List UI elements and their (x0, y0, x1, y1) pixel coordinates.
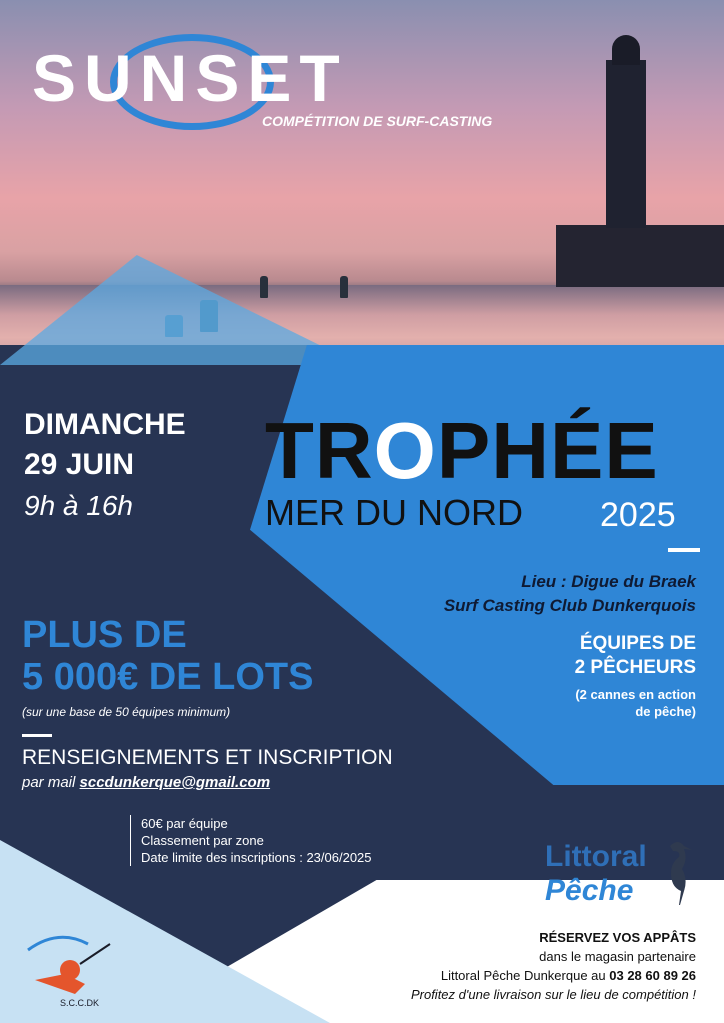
reserve-block (411, 928, 696, 1004)
partner-phone: 03 28 60 89 26 (609, 968, 696, 983)
date-hours: 9h à 16h (24, 490, 133, 521)
lots-line1: PLUS DE (22, 614, 187, 656)
lieu-line2: Surf Casting Club Dunkerquois (443, 596, 696, 615)
mer-du-nord: MER DU NORD (265, 492, 523, 533)
lots-line2: 5 000€ DE LOTS (22, 656, 314, 698)
trophee-o: O (373, 406, 437, 495)
lighthouse-lantern (612, 35, 640, 65)
year: 2025 (600, 496, 676, 534)
club-logo-text: S.C.C.DK (60, 998, 100, 1008)
info-line1: 60€ par équipe (141, 816, 228, 831)
lots-sub: (sur une base de 50 équipes minimum) (22, 705, 231, 719)
info-line3: Date limite des inscriptions : 23/06/2025 (141, 850, 372, 865)
trophee-part-2: PHÉE (436, 406, 659, 495)
equipes-line2: 2 PÊCHEURS (574, 657, 696, 678)
reserve-title-text: RÉSERVEZ VOS APPÂTS (539, 930, 696, 945)
partner-logo-line2: Pêche (545, 874, 634, 907)
lighthouse (606, 60, 646, 228)
angler-figure (260, 276, 268, 298)
mail-prefix: par mail (22, 774, 76, 791)
sunset-logo: SUNSET (32, 41, 348, 115)
equipes-sub1: (2 cannes en action (575, 687, 696, 702)
lieu-block (444, 570, 696, 618)
mail-line (22, 774, 270, 791)
inscription-title: RENSEIGNEMENTS ET INSCRIPTION (22, 746, 393, 769)
info-box (130, 815, 372, 866)
reserve-line2: dans le magasin partenaire (539, 949, 696, 964)
equipes-sub (575, 686, 696, 720)
date-date: 29 JUIN (24, 448, 135, 481)
date-day: DIMANCHE (24, 408, 186, 441)
reserve-line4: Profitez d'une livraison sur le lieu de compétition ! (410, 987, 696, 1002)
club-logo-icon (20, 930, 130, 1010)
partner-logo-line1: Littoral (545, 840, 647, 873)
lieu-line1: Lieu : Digue du Braek (521, 572, 696, 591)
equipes-sub2: de pêche) (635, 704, 696, 719)
heron-icon (660, 838, 694, 908)
trophee-part-1: TR (265, 406, 374, 495)
info-line2: Classement par zone (141, 833, 264, 848)
angler-figure (340, 276, 348, 298)
reserve-line3 (411, 966, 696, 985)
email-link[interactable]: sccdunkerque@gmail.com (79, 774, 271, 791)
pier (556, 225, 724, 287)
divider (22, 734, 52, 737)
reserve-title (411, 928, 696, 947)
logo-subtitle: COMPÉTITION DE SURF-CASTING (262, 113, 493, 129)
reserve-line3-prefix: Littoral Pêche Dunkerque au (440, 968, 606, 983)
trophee-title (265, 405, 659, 497)
equipes-line1: ÉQUIPES DE (579, 633, 696, 654)
equipes-block (575, 632, 696, 680)
divider (668, 548, 700, 552)
